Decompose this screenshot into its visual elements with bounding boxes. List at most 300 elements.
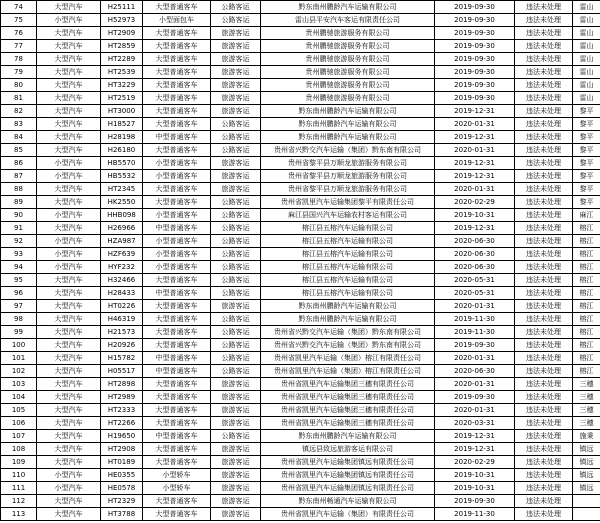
plate-number-cell: HE0578 xyxy=(101,482,143,495)
owner-company-cell: 贵州省黎平县万顺龙旅游服务有限公司 xyxy=(261,183,435,196)
table-row xyxy=(1,378,600,391)
region-cell: 榕江 xyxy=(573,274,600,287)
vehicle-category-cell: 大型汽车 xyxy=(37,365,101,378)
row-number-cell: 92 xyxy=(1,235,37,248)
plate-number-cell: H28433 xyxy=(101,287,143,300)
table-row xyxy=(1,469,600,482)
vehicle-category-cell: 小型汽车 xyxy=(37,209,101,222)
row-number-cell: 98 xyxy=(1,313,37,326)
region-cell: 榕江 xyxy=(573,352,600,365)
inspection-date-cell: 2019-12-31 xyxy=(435,105,515,118)
owner-company-cell: 黔东南州畅通汽车运输有限公司 xyxy=(261,495,435,508)
usage-nature-cell: 旅游客运 xyxy=(211,66,261,79)
vehicle-type-cell: 小型普通客车 xyxy=(143,261,211,274)
table-row xyxy=(1,157,600,170)
region-cell: 雷山 xyxy=(573,1,600,14)
table-row xyxy=(1,339,600,352)
inspection-date-cell: 2020-01-31 xyxy=(435,144,515,157)
vehicle-type-cell: 大型普通客车 xyxy=(143,66,211,79)
region-cell: 镇远 xyxy=(573,482,600,495)
plate-number-cell: HK2550 xyxy=(101,196,143,209)
row-number-cell: 94 xyxy=(1,261,37,274)
vehicle-type-cell: 大型普通客车 xyxy=(143,417,211,430)
violation-status-cell: 违法未处理 xyxy=(515,300,573,313)
region-cell: 榕江 xyxy=(573,300,600,313)
usage-nature-cell: 公路客运 xyxy=(211,131,261,144)
table-row xyxy=(1,27,600,40)
inspection-date-cell: 2020-06-30 xyxy=(435,248,515,261)
violation-status-cell: 违法未处理 xyxy=(515,196,573,209)
usage-nature-cell: 公路客运 xyxy=(211,1,261,14)
violation-status-cell: 违法未处理 xyxy=(515,508,573,521)
usage-nature-cell: 公路客运 xyxy=(211,352,261,365)
region-cell: 施秉 xyxy=(573,430,600,443)
table-row xyxy=(1,40,600,53)
row-number-cell: 104 xyxy=(1,391,37,404)
vehicle-category-cell: 大型汽车 xyxy=(37,183,101,196)
plate-number-cell: H32466 xyxy=(101,274,143,287)
vehicle-category-cell: 大型汽车 xyxy=(37,417,101,430)
usage-nature-cell: 公路客运 xyxy=(211,196,261,209)
row-number-cell: 88 xyxy=(1,183,37,196)
region-cell: 镇远 xyxy=(573,456,600,469)
owner-company-cell: 贵州省兴黔交汽车运输（集团）黔东南有限公司 xyxy=(261,144,435,157)
row-number-cell: 74 xyxy=(1,1,37,14)
vehicle-type-cell: 大型普通客车 xyxy=(143,391,211,404)
table-row xyxy=(1,287,600,300)
region-cell xyxy=(573,508,600,521)
owner-company-cell: 贵州省凯里汽车运输集团三穗有限责任公司 xyxy=(261,417,435,430)
vehicle-type-cell: 大型普通客车 xyxy=(143,404,211,417)
owner-company-cell: 麻江县国兴汽车运输农村客运有限公司 xyxy=(261,209,435,222)
violation-status-cell: 违法未处理 xyxy=(515,274,573,287)
region-cell: 雷山 xyxy=(573,53,600,66)
vehicle-type-cell: 大型普通客车 xyxy=(143,144,211,157)
usage-nature-cell: 旅游客运 xyxy=(211,157,261,170)
table-row xyxy=(1,196,600,209)
usage-nature-cell: 旅游客运 xyxy=(211,92,261,105)
owner-company-cell: 贵州鹏驰旅游服务有限公司 xyxy=(261,66,435,79)
violation-status-cell: 违法未处理 xyxy=(515,404,573,417)
owner-company-cell: 贵州省凯里汽车运输集团镇远有限责任公司 xyxy=(261,456,435,469)
owner-company-cell: 黔东南州鹏龄汽车运输有限公司 xyxy=(261,131,435,144)
plate-number-cell: HYF232 xyxy=(101,261,143,274)
usage-nature-cell: 旅游客运 xyxy=(211,105,261,118)
vehicle-category-cell: 大型汽车 xyxy=(37,339,101,352)
region-cell: 黎平 xyxy=(573,170,600,183)
plate-number-cell: HT2329 xyxy=(101,495,143,508)
vehicle-type-cell: 中型普通客车 xyxy=(143,365,211,378)
region-cell xyxy=(573,495,600,508)
vehicle-type-cell: 中型普通客车 xyxy=(143,352,211,365)
region-cell: 三穗 xyxy=(573,391,600,404)
usage-nature-cell: 公路客运 xyxy=(211,144,261,157)
vehicle-type-cell: 小型普通客车 xyxy=(143,157,211,170)
owner-company-cell: 贵州鹏驰旅游服务有限公司 xyxy=(261,53,435,66)
plate-number-cell: HT3229 xyxy=(101,79,143,92)
usage-nature-cell: 旅游客运 xyxy=(211,378,261,391)
usage-nature-cell: 旅游客运 xyxy=(211,469,261,482)
row-number-cell: 111 xyxy=(1,482,37,495)
vehicle-category-cell: 小型汽车 xyxy=(37,170,101,183)
vehicle-category-cell: 大型汽车 xyxy=(37,495,101,508)
vehicle-type-cell: 大型普通客车 xyxy=(143,378,211,391)
usage-nature-cell: 旅游客运 xyxy=(211,27,261,40)
table-row xyxy=(1,79,600,92)
plate-number-cell: H28198 xyxy=(101,131,143,144)
table-row xyxy=(1,274,600,287)
owner-company-cell: 黔东南州鹏龄汽车运输有限公司 xyxy=(261,313,435,326)
usage-nature-cell: 公路客运 xyxy=(211,365,261,378)
row-number-cell: 112 xyxy=(1,495,37,508)
vehicle-type-cell: 大型普通客车 xyxy=(143,495,211,508)
plate-number-cell: H05517 xyxy=(101,365,143,378)
plate-number-cell: H46319 xyxy=(101,313,143,326)
vehicle-category-cell: 大型汽车 xyxy=(37,404,101,417)
table-row xyxy=(1,92,600,105)
inspection-date-cell: 2019-12-31 xyxy=(435,131,515,144)
inspection-date-cell: 2019-09-30 xyxy=(435,1,515,14)
row-number-cell: 103 xyxy=(1,378,37,391)
table-row xyxy=(1,118,600,131)
plate-number-cell: HB5570 xyxy=(101,157,143,170)
plate-number-cell: H18527 xyxy=(101,118,143,131)
vehicle-category-cell: 大型汽车 xyxy=(37,131,101,144)
table-row xyxy=(1,53,600,66)
usage-nature-cell: 旅游客运 xyxy=(211,391,261,404)
inspection-date-cell: 2019-12-31 xyxy=(435,443,515,456)
vehicle-category-cell: 大型汽车 xyxy=(37,79,101,92)
row-number-cell: 82 xyxy=(1,105,37,118)
violation-status-cell: 违法未处理 xyxy=(515,430,573,443)
usage-nature-cell: 旅游客运 xyxy=(211,53,261,66)
owner-company-cell: 贵州省凯里汽车运输（集团）有限责任公司 xyxy=(261,508,435,521)
plate-number-cell: HT2909 xyxy=(101,27,143,40)
row-number-cell: 81 xyxy=(1,92,37,105)
violation-status-cell: 违法未处理 xyxy=(515,378,573,391)
inspection-date-cell: 2020-05-31 xyxy=(435,287,515,300)
violation-status-cell: 违法未处理 xyxy=(515,131,573,144)
plate-number-cell: HZA987 xyxy=(101,235,143,248)
plate-number-cell: HT2333 xyxy=(101,404,143,417)
row-number-cell: 99 xyxy=(1,326,37,339)
usage-nature-cell: 公路客运 xyxy=(211,313,261,326)
vehicle-type-cell: 大型普通客车 xyxy=(143,326,211,339)
violation-status-cell: 违法未处理 xyxy=(515,222,573,235)
plate-number-cell: H15782 xyxy=(101,352,143,365)
violation-status-cell: 违法未处理 xyxy=(515,456,573,469)
table-row xyxy=(1,248,600,261)
vehicle-category-cell: 大型汽车 xyxy=(37,430,101,443)
table-row xyxy=(1,443,600,456)
table-row xyxy=(1,222,600,235)
vehicle-category-cell: 大型汽车 xyxy=(37,443,101,456)
plate-number-cell: HT2345 xyxy=(101,183,143,196)
region-cell: 镇远 xyxy=(573,443,600,456)
row-number-cell: 91 xyxy=(1,222,37,235)
row-number-cell: 110 xyxy=(1,469,37,482)
vehicle-category-cell: 大型汽车 xyxy=(37,300,101,313)
violation-status-cell: 违法未处理 xyxy=(515,53,573,66)
inspection-date-cell: 2019-09-30 xyxy=(435,79,515,92)
vehicle-type-cell: 小型面包车 xyxy=(143,14,211,27)
inspection-date-cell: 2020-01-31 xyxy=(435,404,515,417)
owner-company-cell: 贵州鹏驰旅游服务有限公司 xyxy=(261,79,435,92)
inspection-date-cell: 2019-09-30 xyxy=(435,40,515,53)
vehicle-type-cell: 中型普通客车 xyxy=(143,222,211,235)
owner-company-cell: 镇远县致远旅游客运有限公司 xyxy=(261,443,435,456)
inspection-date-cell: 2020-06-30 xyxy=(435,235,515,248)
table-row xyxy=(1,430,600,443)
table-row xyxy=(1,417,600,430)
inspection-date-cell: 2019-11-30 xyxy=(435,326,515,339)
table-row xyxy=(1,14,600,27)
violation-status-cell: 违法未处理 xyxy=(515,105,573,118)
row-number-cell: 97 xyxy=(1,300,37,313)
table-row xyxy=(1,300,600,313)
violation-status-cell: 违法未处理 xyxy=(515,287,573,300)
vehicle-type-cell: 小型普通客车 xyxy=(143,209,211,222)
row-number-cell: 101 xyxy=(1,352,37,365)
inspection-date-cell: 2020-05-31 xyxy=(435,274,515,287)
plate-number-cell: H21573 xyxy=(101,326,143,339)
plate-number-cell: HT2908 xyxy=(101,443,143,456)
region-cell: 雷山 xyxy=(573,27,600,40)
owner-company-cell: 贵州省凯里汽车运输集团三穗有限责任公司 xyxy=(261,378,435,391)
vehicle-category-cell: 大型汽车 xyxy=(37,66,101,79)
region-cell: 黎平 xyxy=(573,131,600,144)
inspection-date-cell: 2019-12-31 xyxy=(435,157,515,170)
inspection-date-cell: 2020-03-31 xyxy=(435,417,515,430)
vehicle-type-cell: 小型普通客车 xyxy=(143,170,211,183)
owner-company-cell: 贵州鹏驰旅游服务有限公司 xyxy=(261,92,435,105)
table-row xyxy=(1,495,600,508)
vehicle-type-cell: 大型普通客车 xyxy=(143,274,211,287)
row-number-cell: 108 xyxy=(1,443,37,456)
usage-nature-cell: 公路客运 xyxy=(211,222,261,235)
table-row xyxy=(1,209,600,222)
violation-status-cell: 违法未处理 xyxy=(515,209,573,222)
vehicle-category-cell: 大型汽车 xyxy=(37,352,101,365)
owner-company-cell: 黔东南州鹏龄汽车运输有限公司 xyxy=(261,430,435,443)
inspection-date-cell: 2020-02-29 xyxy=(435,456,515,469)
violation-status-cell: 违法未处理 xyxy=(515,118,573,131)
vehicle-category-cell: 大型汽车 xyxy=(37,1,101,14)
region-cell: 榕江 xyxy=(573,326,600,339)
row-number-cell: 75 xyxy=(1,14,37,27)
usage-nature-cell: 公路客运 xyxy=(211,339,261,352)
region-cell: 黎平 xyxy=(573,105,600,118)
owner-company-cell: 贵州省兴黔交汽车运输（集团）黔东南有限公司 xyxy=(261,326,435,339)
violation-status-cell: 违法未处理 xyxy=(515,40,573,53)
row-number-cell: 106 xyxy=(1,417,37,430)
violation-status-cell: 违法未处理 xyxy=(515,365,573,378)
usage-nature-cell: 旅游客运 xyxy=(211,300,261,313)
vehicle-category-cell: 大型汽车 xyxy=(37,456,101,469)
usage-nature-cell: 公路客运 xyxy=(211,235,261,248)
violation-status-cell: 违法未处理 xyxy=(515,66,573,79)
inspection-date-cell: 2019-09-30 xyxy=(435,92,515,105)
plate-number-cell: HT2289 xyxy=(101,53,143,66)
violation-status-cell: 违法未处理 xyxy=(515,469,573,482)
vehicle-category-cell: 大型汽车 xyxy=(37,118,101,131)
usage-nature-cell: 公路客运 xyxy=(211,430,261,443)
region-cell: 黎平 xyxy=(573,157,600,170)
inspection-date-cell: 2019-12-31 xyxy=(435,430,515,443)
vehicle-type-cell: 大型普通客车 xyxy=(143,27,211,40)
table-row xyxy=(1,404,600,417)
region-cell: 榕江 xyxy=(573,287,600,300)
table-row xyxy=(1,131,600,144)
violation-status-cell: 违法未处理 xyxy=(515,339,573,352)
vehicle-type-cell: 大型普通客车 xyxy=(143,339,211,352)
inspection-date-cell: 2020-01-31 xyxy=(435,183,515,196)
violation-status-cell: 违法未处理 xyxy=(515,417,573,430)
owner-company-cell: 贵州省黎平县万顺龙旅游服务有限公司 xyxy=(261,170,435,183)
plate-number-cell: H26180 xyxy=(101,144,143,157)
table-row xyxy=(1,326,600,339)
region-cell: 黎平 xyxy=(573,118,600,131)
owner-company-cell: 榕江县五榕汽车运输有限公司 xyxy=(261,274,435,287)
region-cell: 榕江 xyxy=(573,365,600,378)
violation-status-cell: 违法未处理 xyxy=(515,92,573,105)
vehicle-type-cell: 中型普通客车 xyxy=(143,131,211,144)
vehicle-type-cell: 小型普通客车 xyxy=(143,235,211,248)
vehicle-type-cell: 大型普通客车 xyxy=(143,1,211,14)
violation-status-cell: 违法未处理 xyxy=(515,14,573,27)
plate-number-cell: H25111 xyxy=(101,1,143,14)
row-number-cell: 100 xyxy=(1,339,37,352)
table-row xyxy=(1,352,600,365)
plate-number-cell: HT0226 xyxy=(101,300,143,313)
vehicle-type-cell: 大型普通客车 xyxy=(143,53,211,66)
vehicle-category-cell: 大型汽车 xyxy=(37,287,101,300)
plate-number-cell: HB5532 xyxy=(101,170,143,183)
inspection-date-cell: 2020-01-31 xyxy=(435,300,515,313)
vehicle-type-cell: 大型普通客车 xyxy=(143,508,211,521)
row-number-cell: 85 xyxy=(1,144,37,157)
violation-status-cell: 违法未处理 xyxy=(515,443,573,456)
usage-nature-cell: 公路客运 xyxy=(211,326,261,339)
row-number-cell: 80 xyxy=(1,79,37,92)
vehicle-type-cell: 大型普通客车 xyxy=(143,443,211,456)
usage-nature-cell: 旅游客运 xyxy=(211,495,261,508)
usage-nature-cell: 公路客运 xyxy=(211,118,261,131)
owner-company-cell: 贵州省凯里汽车运输（集团）榕江有限责任公司 xyxy=(261,365,435,378)
violation-status-cell: 违法未处理 xyxy=(515,261,573,274)
vehicle-category-cell: 小型汽车 xyxy=(37,261,101,274)
vehicle-category-cell: 小型汽车 xyxy=(37,157,101,170)
vehicle-type-cell: 中型普通客车 xyxy=(143,287,211,300)
usage-nature-cell: 旅游客运 xyxy=(211,456,261,469)
usage-nature-cell: 旅游客运 xyxy=(211,183,261,196)
owner-company-cell: 贵州省凯里汽车运输集团三穗有限责任公司 xyxy=(261,404,435,417)
plate-number-cell: HT2539 xyxy=(101,66,143,79)
table-row xyxy=(1,391,600,404)
owner-company-cell: 黔东南州鹏龄汽车运输有限公司 xyxy=(261,300,435,313)
plate-number-cell: H20926 xyxy=(101,339,143,352)
usage-nature-cell: 公路客运 xyxy=(211,274,261,287)
region-cell: 三穗 xyxy=(573,404,600,417)
vehicle-type-cell: 大型普通客车 xyxy=(143,79,211,92)
violation-status-cell: 违法未处理 xyxy=(515,235,573,248)
vehicle-type-cell: 大型普通客车 xyxy=(143,313,211,326)
table-body xyxy=(1,1,600,521)
usage-nature-cell: 公路客运 xyxy=(211,209,261,222)
region-cell: 榕江 xyxy=(573,222,600,235)
region-cell: 榕江 xyxy=(573,313,600,326)
region-cell: 黎平 xyxy=(573,183,600,196)
row-number-cell: 107 xyxy=(1,430,37,443)
vehicle-type-cell: 小型轿车 xyxy=(143,469,211,482)
plate-number-cell: HT2519 xyxy=(101,92,143,105)
row-number-cell: 83 xyxy=(1,118,37,131)
vehicle-type-cell: 小型轿车 xyxy=(143,482,211,495)
owner-company-cell: 榕江县五榕汽车运输有限公司 xyxy=(261,287,435,300)
violation-status-cell: 违法未处理 xyxy=(515,144,573,157)
owner-company-cell: 榕江县五榕汽车运输有限公司 xyxy=(261,222,435,235)
violation-status-cell: 违法未处理 xyxy=(515,170,573,183)
vehicle-type-cell: 大型普通客车 xyxy=(143,92,211,105)
owner-company-cell: 榕江县五榕汽车运输有限公司 xyxy=(261,261,435,274)
table-row xyxy=(1,235,600,248)
plate-number-cell: HT2898 xyxy=(101,378,143,391)
inspection-date-cell: 2019-09-30 xyxy=(435,495,515,508)
vehicle-type-cell: 大型普通客车 xyxy=(143,300,211,313)
inspection-date-cell: 2020-01-31 xyxy=(435,378,515,391)
row-number-cell: 113 xyxy=(1,508,37,521)
vehicle-category-cell: 小型汽车 xyxy=(37,469,101,482)
vehicle-type-cell: 中型普通客车 xyxy=(143,430,211,443)
plate-number-cell: H19650 xyxy=(101,430,143,443)
region-cell: 榕江 xyxy=(573,248,600,261)
plate-number-cell: H26966 xyxy=(101,222,143,235)
plate-number-cell: HE0355 xyxy=(101,469,143,482)
region-cell: 雷山 xyxy=(573,66,600,79)
row-number-cell: 78 xyxy=(1,53,37,66)
inspection-date-cell: 2019-09-30 xyxy=(435,339,515,352)
inspection-date-cell: 2019-11-30 xyxy=(435,313,515,326)
owner-company-cell: 贵州鹏驰旅游服务有限公司 xyxy=(261,27,435,40)
inspection-date-cell: 2020-01-31 xyxy=(435,118,515,131)
inspection-date-cell: 2020-06-30 xyxy=(435,261,515,274)
inspection-date-cell: 2019-12-31 xyxy=(435,222,515,235)
table-row xyxy=(1,66,600,79)
region-cell: 榕江 xyxy=(573,261,600,274)
inspection-date-cell: 2019-10-31 xyxy=(435,209,515,222)
plate-number-cell: HT3788 xyxy=(101,508,143,521)
plate-number-cell: HHB098 xyxy=(101,209,143,222)
row-number-cell: 84 xyxy=(1,131,37,144)
violation-status-cell: 违法未处理 xyxy=(515,495,573,508)
vehicle-category-cell: 大型汽车 xyxy=(37,92,101,105)
owner-company-cell: 贵州省凯里汽车运输集团黎平有限责任公司 xyxy=(261,196,435,209)
inspection-date-cell: 2019-10-31 xyxy=(435,469,515,482)
violation-status-cell: 违法未处理 xyxy=(515,27,573,40)
vehicle-type-cell: 大型普通客车 xyxy=(143,183,211,196)
region-cell: 雷山 xyxy=(573,79,600,92)
owner-company-cell: 贵州省黎平县万顺龙旅游服务有限公司 xyxy=(261,157,435,170)
row-number-cell: 86 xyxy=(1,157,37,170)
usage-nature-cell: 旅游客运 xyxy=(211,482,261,495)
inspection-date-cell: 2020-01-31 xyxy=(435,352,515,365)
inspection-date-cell: 2019-09-30 xyxy=(435,53,515,66)
vehicle-category-cell: 大型汽车 xyxy=(37,378,101,391)
table-row xyxy=(1,365,600,378)
region-cell: 镇远 xyxy=(573,469,600,482)
region-cell: 榕江 xyxy=(573,339,600,352)
row-number-cell: 102 xyxy=(1,365,37,378)
